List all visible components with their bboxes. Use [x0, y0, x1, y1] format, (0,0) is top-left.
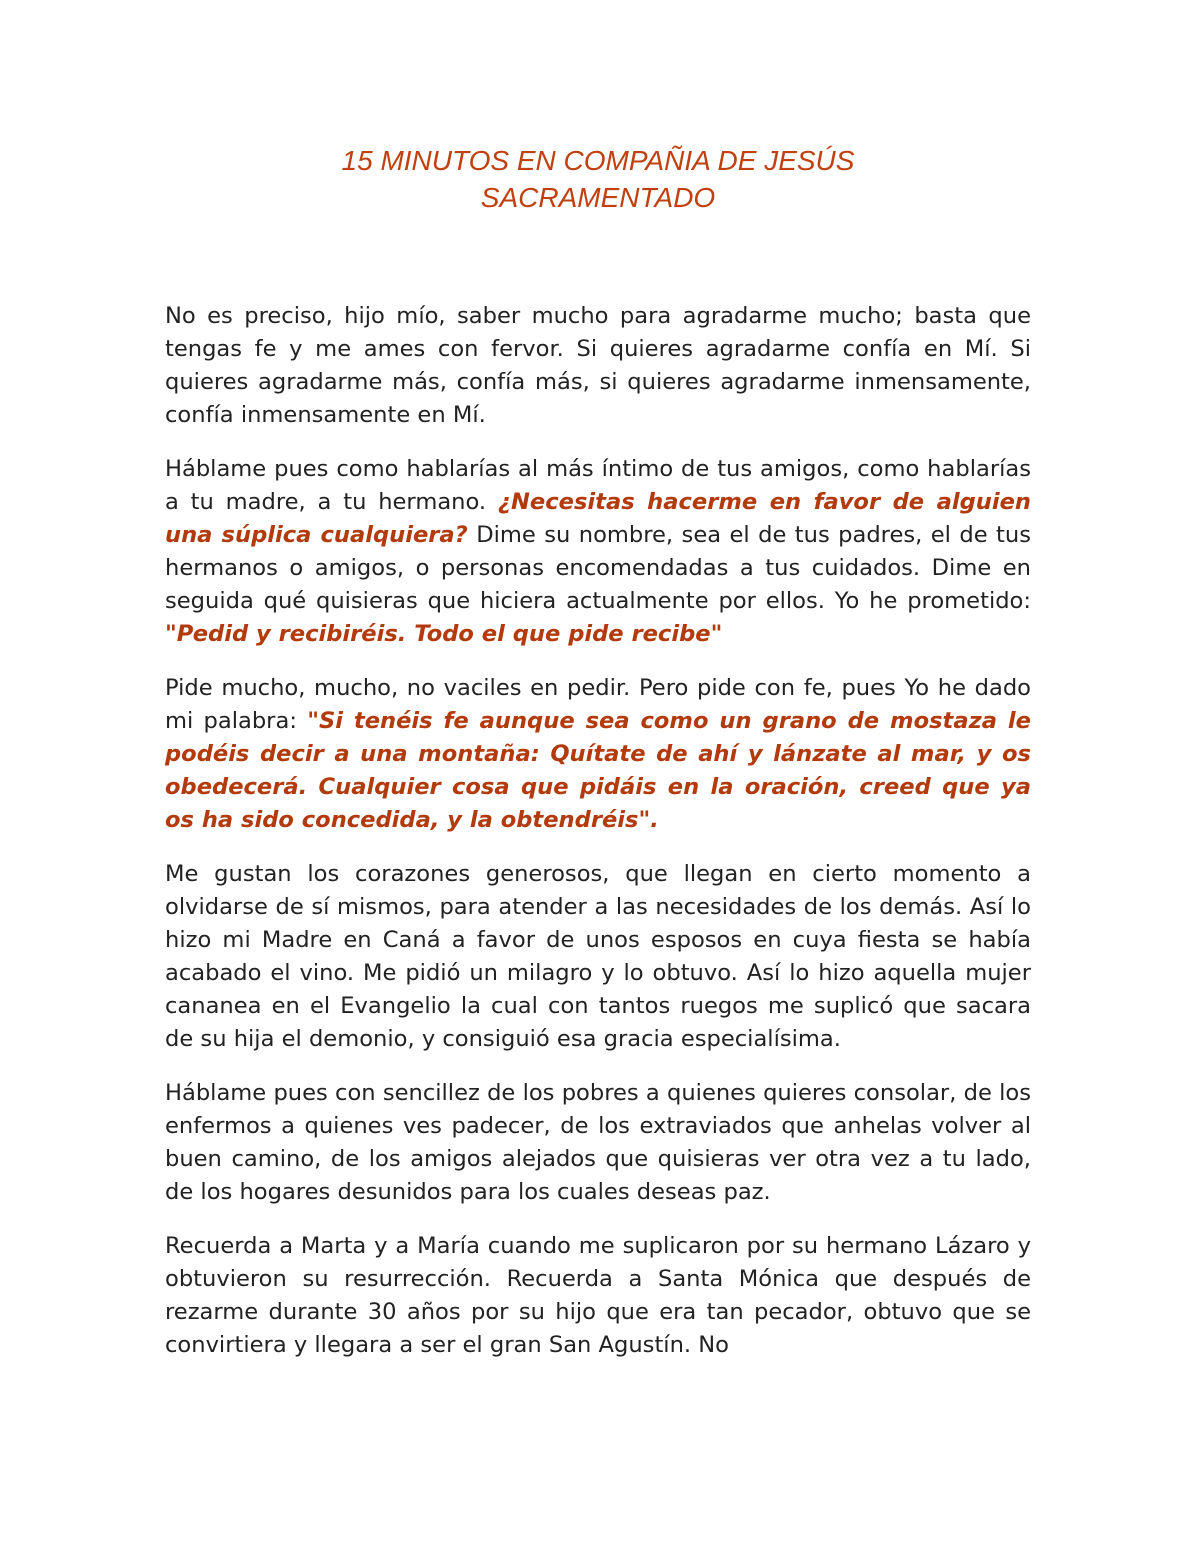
paragraph-5-text: Háblame pues con sencillez de los pobres a quienes quieres consolar, de los enfermos a quienes ves padecer, de los extraviados que anhelas volver al buen camino, de los amigos alejados que quisieras ver otra vez a tu lado, de los hogares desunidos para los cuales deseas paz.: [165, 1080, 1031, 1205]
document-body: [165, 300, 1031, 1383]
paragraph-3-text: Pide mucho, mucho, no vaciles en pedir. Pero pide con fe, pues Yo he dado mi palabra:: [165, 675, 1031, 734]
paragraph-1: [165, 300, 1031, 432]
paragraph-4-text: Me gustan los corazones generosos, que llegan en cierto momento a olvidarse de sí mismos, para atender a las necesidades de los demás. Así lo hizo mi Madre en Caná a favor de unos esposos en cuya fiesta se había acabado el vino. Me pidió un milagro y lo obtuvo. Así lo hizo aquella mujer cananea en el Evangelio la cual con tantos ruegos me suplicó que sacara de su hija el demonio, y consiguió esa gracia especialísima.: [165, 861, 1031, 1052]
paragraph-2: [165, 453, 1031, 651]
paragraph-6-text: Recuerda a Marta y a María cuando me suplicaron por su hermano Lázaro y obtuvieron su resurrección. Recuerda a Santa Mónica que después de rezarme durante 30 años por su hijo que era tan pecador, obtuvo que se convirtiera y llegara a ser el gran San Agustín. No: [165, 1233, 1031, 1358]
paragraph-2-emphasis-b: "Pedid y recibiréis. Todo el que pide recibe": [165, 621, 723, 647]
title-line-1: 15 MINUTOS EN COMPAÑIA DE JESÚS: [341, 145, 855, 176]
paragraph-1-text: No es preciso, hijo mío, saber mucho para agradarme mucho; basta que tengas fe y me ames con fervor. Si quieres agradarme confía en Mí. Si quieres agradarme más, confía más, si quieres agradarme inmensamente, confía inmensamente en Mí.: [165, 303, 1031, 428]
paragraph-6: [165, 1230, 1031, 1362]
paragraph-3-emphasis: "Si tenéis fe aunque sea como un grano de mostaza le podéis decir a una montaña: Quítate de ahí y lánzate al mar, y os obedecerá. Cualquier cosa que pidáis en la oración, creed que ya os ha sido concedida, y la obtendréis".: [165, 708, 1031, 833]
paragraph-2-text-a: Háblame pues como hablarías al más íntimo de tus amigos, como hablarías a tu madre, a tu hermano.: [165, 456, 1031, 515]
title-line-2: SACRAMENTADO: [480, 182, 716, 213]
document-title: [165, 142, 1031, 216]
paragraph-3: [165, 672, 1031, 837]
paragraph-2-emphasis-a: ¿Necesitas hacerme en favor de alguien una súplica cualquiera?: [165, 489, 1032, 548]
paragraph-5: [165, 1077, 1031, 1209]
paragraph-4: [165, 858, 1031, 1056]
paragraph-2-text-b: Dime su nombre, sea el de tus padres, el de tus hermanos o amigos, o personas encomendadas a tus cuidados. Dime en seguida qué quisieras que hiciera actualmente por ellos. Yo he prometido:: [165, 522, 1031, 614]
